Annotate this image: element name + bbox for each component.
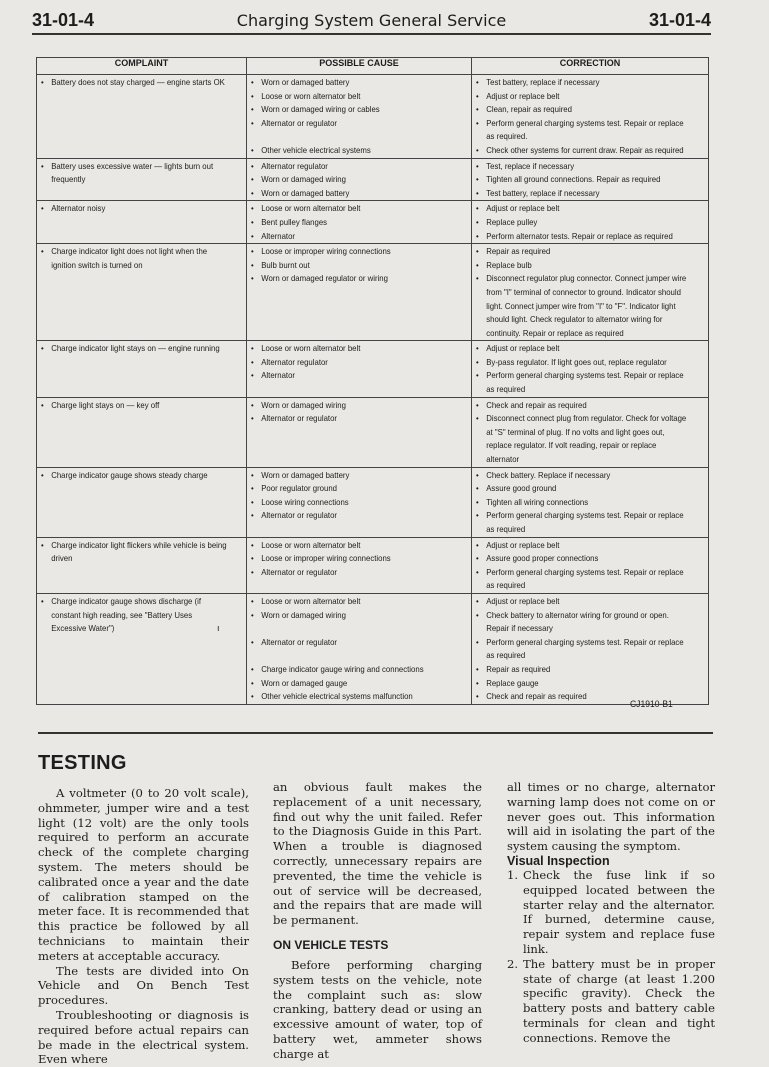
cause-item: • Worn or damaged gauge [251, 677, 452, 691]
step-number: 2. [507, 956, 519, 971]
correction-item: • Repair as required [476, 245, 688, 259]
table-row [37, 467, 709, 537]
correction-item: • Adjust or replace belt [476, 202, 688, 216]
paragraph: A voltmeter (0 to 20 volt scale), ohmmeter, jumper wire and a test light (12 volt) are the only tools required to perform an accurate check of the complete charging system. The meters should be calibrated once a year and the date of calibration stamped on the meter face. It is recommended that this practice be followed by all technicians to maintain their meters at acceptable accuracy. [38, 786, 249, 963]
correction-item: • Replace bulb [476, 259, 688, 273]
cause-item: • Alternator regulator [251, 160, 452, 174]
complaint-text: • Charge light stays on — key off [41, 399, 228, 413]
correction-item: • Tighten all wiring connections [476, 496, 688, 510]
cause-cell [247, 158, 472, 201]
complaint-text: • Battery does not stay charged — engine starts OK [41, 76, 228, 90]
correction-item: • Perform general charging systems test. Repair or replace as required [476, 566, 688, 593]
correction-item: • Assure good proper connections [476, 552, 688, 566]
cause-cell [247, 593, 472, 704]
correction-item: • Test, replace if necessary [476, 160, 688, 174]
cause-item: • Alternator or regulator [251, 412, 452, 426]
page-header [32, 10, 711, 32]
page-number-right: 31-01-4 [648, 10, 711, 30]
complaint-cell [37, 537, 247, 593]
cause-item: • Alternator [251, 230, 452, 244]
correction-item: • Test battery, replace if necessary [476, 187, 688, 201]
cause-item: • Worn or damaged battery [251, 76, 452, 90]
correction-cell [472, 75, 709, 159]
complaint-cell [37, 158, 247, 201]
cause-item: • Alternator or regulator [251, 117, 452, 131]
inspection-step [507, 868, 715, 957]
cause-item: • Bulb burnt out [251, 259, 452, 273]
cause-item: • Alternator or regulator [251, 636, 452, 650]
cause-item: • Loose or worn alternator belt [251, 595, 452, 609]
cause-cell [247, 75, 472, 159]
table-row [37, 75, 709, 159]
column-header-correction: CORRECTION [472, 58, 709, 75]
correction-item: • Disconnect connect plug from regulator. Check for voltage at "S" terminal of plug. If no volts and light goes out, replace regulator. If volt reading, repair or replace alternator [476, 412, 688, 466]
step-text: Check the fuse link if so equipped located between the starter relay and the alternator. If burned, determine cause, repair system and replace fuse link. [523, 867, 715, 956]
correction-cell [472, 537, 709, 593]
figure-id: CJ1910-B1 [630, 699, 673, 709]
table-row [37, 244, 709, 341]
correction-cell [472, 341, 709, 397]
correction-cell [472, 244, 709, 341]
complaint-text: • Charge indicator gauge shows discharge (if constant high reading, see "Battery Uses Excessive Water") [41, 595, 228, 636]
correction-item: • Perform general charging systems test. Repair or replace as required. [476, 117, 688, 144]
correction-item: • Test battery, replace if necessary [476, 76, 688, 90]
paragraph: all times or no charge, alternator warning lamp does not come on or never goes out. This information will aid in isolating the part of the system causing the symptom. [507, 780, 715, 854]
complaint-cell [37, 397, 247, 467]
complaint-text: • Charge indicator light stays on — engine running [41, 342, 228, 356]
table-row [37, 341, 709, 397]
complaint-cell [37, 201, 247, 244]
complaint-text: • Battery uses excessive water — lights burn out frequently [41, 160, 228, 187]
correction-item: • Tighten all ground connections. Repair as required [476, 173, 688, 187]
correction-cell [472, 593, 709, 704]
text-column-2 [273, 780, 482, 1062]
correction-item: • Perform general charging systems test. Repair or replace as required [476, 369, 688, 396]
correction-item: • Check battery. Replace if necessary [476, 469, 688, 483]
cause-item: • Loose or worn alternator belt [251, 90, 452, 104]
cause-item: • Alternator or regulator [251, 509, 452, 523]
stray-mark: ı [217, 622, 220, 633]
correction-item: • Check battery to alternator wiring for ground or open. Repair if necessary [476, 609, 688, 636]
testing-heading: TESTING [38, 752, 127, 774]
cause-item: • Charge indicator gauge wiring and connections [251, 663, 452, 677]
table-row [37, 537, 709, 593]
table-row [37, 593, 709, 704]
complaint-cell [37, 341, 247, 397]
cause-item: • Other vehicle electrical systems malfunction [251, 690, 452, 704]
cause-item: • Loose or worn alternator belt [251, 539, 452, 553]
step-number: 1. [507, 867, 519, 882]
visual-inspection-heading: Visual Inspection [507, 853, 610, 868]
cause-item: • Bent pulley flanges [251, 216, 452, 230]
correction-item: • Perform alternator tests. Repair or replace as required [476, 230, 688, 244]
correction-item: • Adjust or replace belt [476, 342, 688, 356]
cause-item: • Worn or damaged wiring or cables [251, 103, 452, 117]
column-header-possible-cause: POSSIBLE CAUSE [247, 58, 472, 75]
text-column-3 [507, 780, 715, 1046]
correction-item: • Perform general charging systems test. Repair or replace as required [476, 509, 688, 536]
correction-item: • Adjust or replace belt [476, 595, 688, 609]
correction-item: • Check and repair as required [476, 690, 688, 704]
cause-item: • Alternator regulator [251, 356, 452, 370]
correction-cell [472, 158, 709, 201]
cause-item: • Loose or worn alternator belt [251, 342, 452, 356]
cause-cell [247, 341, 472, 397]
cause-item: • Loose wiring connections [251, 496, 452, 510]
complaint-text: • Charge indicator light does not light when the ignition switch is turned on [41, 245, 228, 272]
complaint-text: • Charge indicator light flickers while vehicle is being driven [41, 539, 228, 566]
complaint-text: • Charge indicator gauge shows steady charge [41, 469, 228, 483]
cause-item: • Worn or damaged regulator or wiring [251, 272, 452, 286]
cause-cell [247, 537, 472, 593]
cause-item: • Alternator [251, 369, 452, 383]
paragraph: Troubleshooting or diagnosis is required before actual repairs can be made in the electrical system. Even where [38, 1007, 249, 1067]
cause-cell [247, 397, 472, 467]
cause-cell [247, 467, 472, 537]
correction-cell [472, 201, 709, 244]
cause-item: • Worn or damaged wiring [251, 399, 452, 413]
complaint-text: • Alternator noisy [41, 202, 228, 216]
correction-item: • Check other systems for current draw. Repair as required [476, 144, 688, 158]
cause-item: • Worn or damaged battery [251, 469, 452, 483]
correction-cell [472, 397, 709, 467]
correction-item: • Adjust or replace belt [476, 90, 688, 104]
section-rule [38, 732, 713, 734]
cause-cell [247, 244, 472, 341]
cause-item: • Other vehicle electrical systems [251, 144, 452, 158]
complaint-cell [37, 75, 247, 159]
table-row [37, 158, 709, 201]
header-rule [32, 33, 711, 35]
table-row [37, 201, 709, 244]
cause-item: • Loose or worn alternator belt [251, 202, 452, 216]
paragraph: The tests are divided into On Vehicle and On Bench Test procedures. [38, 963, 249, 1008]
page-title: Charging System General Service [236, 11, 507, 30]
correction-item: • Assure good ground [476, 482, 688, 496]
cause-item: • Alternator or regulator [251, 566, 452, 580]
cause-item: • Worn or damaged wiring [251, 609, 452, 623]
correction-item: • Disconnect regulator plug connector. Connect jumper wire from "I" terminal of connector to ground. Indicator should light. Connect jumper wire from "I" to "F". Indicator light should light. Check regulator to alternator wiring for continuity. Repair or replace as required [476, 272, 688, 340]
diagnosis-table [36, 57, 709, 705]
correction-cell [472, 467, 709, 537]
cause-item: • Poor regulator ground [251, 482, 452, 496]
complaint-cell [37, 593, 247, 704]
correction-item: • Adjust or replace belt [476, 539, 688, 553]
cause-item: • Worn or damaged battery [251, 187, 452, 201]
correction-item: • By-pass regulator. If light goes out, replace regulator [476, 356, 688, 370]
table-header-row [37, 58, 709, 75]
complaint-cell [37, 244, 247, 341]
correction-item: • Check and repair as required [476, 399, 688, 413]
cause-item: • Worn or damaged wiring [251, 173, 452, 187]
correction-item: • Replace pulley [476, 216, 688, 230]
paragraph: Before performing charging system tests on the vehicle, note the complaint such as: slow cranking, battery dead or using an excessive amount of water, top of battery wet, ammeter shows charge at [273, 957, 482, 1061]
correction-item: • Clean, repair as required [476, 103, 688, 117]
inspection-step [507, 957, 715, 1046]
on-vehicle-tests-heading: ON VEHICLE TESTS [273, 937, 389, 952]
cause-item: • Loose or improper wiring connections [251, 245, 452, 259]
column-header-complaint: COMPLAINT [37, 58, 247, 75]
table-row [37, 397, 709, 467]
paragraph: an obvious fault makes the replacement of a unit necessary, find out why the unit failed. Refer to the Diagnosis Guide in this Part. When a trouble is diagnosed correctly, unnecessary repairs are prevented, the time the vehicle is out of service will be decreased, and the repairs that are made will be permanent. [273, 780, 482, 928]
correction-item: • Perform general charging systems test. Repair or replace as required [476, 636, 688, 663]
text-column-1 [38, 786, 249, 1067]
page-number-left: 31-01-4 [32, 10, 95, 30]
correction-item: • Replace gauge [476, 677, 688, 691]
cause-cell [247, 201, 472, 244]
step-text: The battery must be in proper state of charge (at least 1.200 specific gravity). Check the battery posts and battery cable terminals for clean and tight connections. Remove the [523, 956, 715, 1045]
cause-item: • Loose or improper wiring connections [251, 552, 452, 566]
correction-item: • Repair as required [476, 663, 688, 677]
complaint-cell [37, 467, 247, 537]
